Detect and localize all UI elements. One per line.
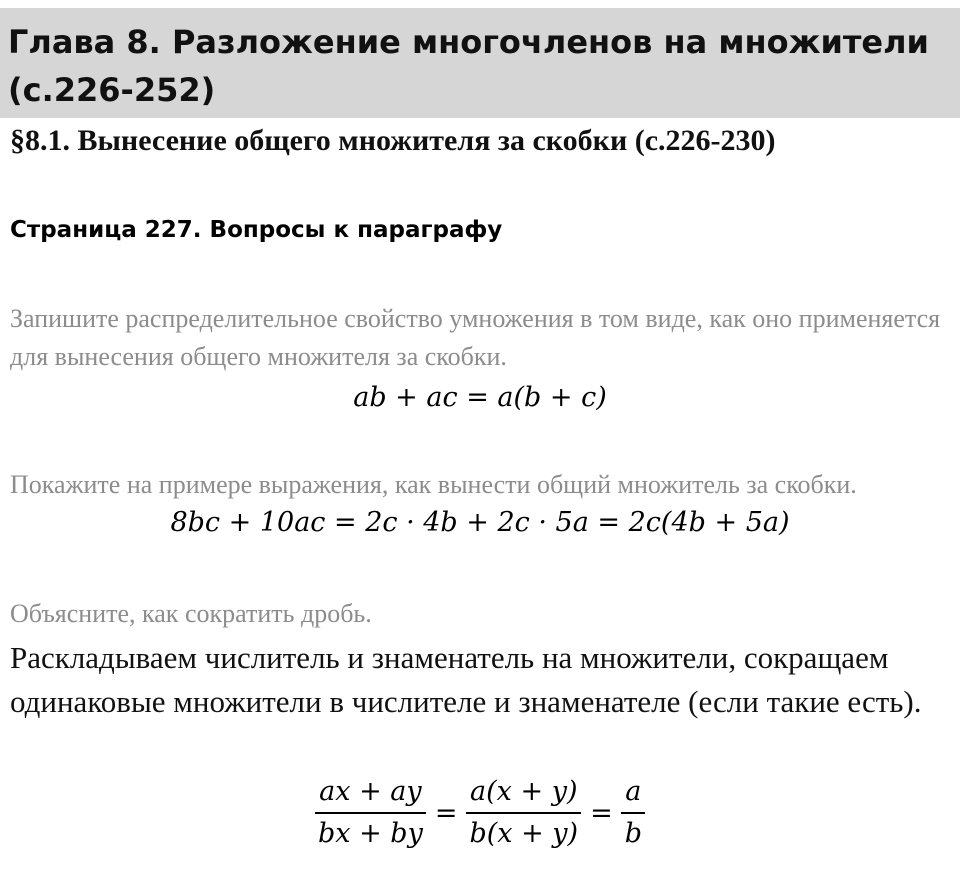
formula-2	[0, 507, 960, 538]
fraction-equation	[0, 772, 960, 854]
fraction-3-denominator: b	[624, 818, 642, 849]
equals-sign: =	[434, 797, 458, 829]
fraction-3-numerator: a	[621, 772, 645, 814]
fraction-1-denominator: bx + by	[317, 818, 423, 849]
chapter-header	[0, 8, 960, 118]
fraction-1	[314, 772, 427, 854]
chapter-title: Глава 8. Разложение многочленов на множители (с.226-252)	[8, 23, 929, 109]
fraction-3	[621, 772, 646, 854]
fraction-2-numerator: a(x + y)	[466, 772, 581, 814]
question-2: Покажите на примере выражения, как вынести общий множитель за скобки.	[10, 470, 857, 499]
formula-1-text: ab + ac = a(b + c)	[353, 382, 607, 413]
question-1: Запишите распределительное свойство умножения в том виде, как оно применяется для вынесения общего множителя за скобки.	[10, 304, 941, 371]
fraction-1-numerator: ax + ay	[315, 772, 425, 814]
fraction-2	[465, 772, 582, 854]
answer-text: Раскладываем числитель и знаменатель на множители, сокращаем одинаковые множители в числителе и знаменателе (если такие есть).	[10, 640, 922, 719]
formula-2-text: 8bc + 10ac = 2c · 4b + 2c · 5a = 2c(4b + 5a)	[170, 507, 790, 538]
equals-sign: =	[590, 797, 613, 829]
section-title: §8.1. Вынесение общего множителя за скобки (с.226-230)	[10, 124, 776, 157]
fraction-2-denominator: b(x + y)	[469, 818, 579, 849]
question-3: Объясните, как сократить дробь.	[10, 599, 372, 628]
formula-1	[0, 382, 960, 413]
page-heading: Страница 227. Вопросы к параграфу	[10, 217, 503, 243]
